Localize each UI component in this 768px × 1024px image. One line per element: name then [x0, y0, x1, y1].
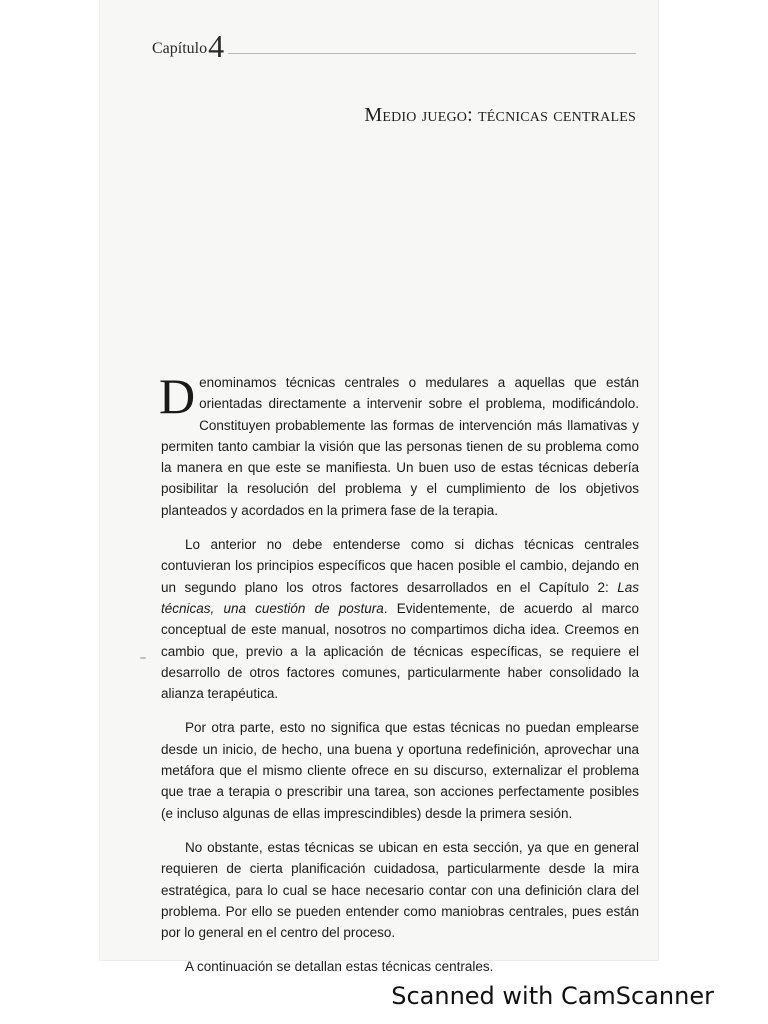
chapter-rule: [228, 53, 636, 54]
paragraph-1: [159, 368, 639, 521]
paragraph-2: [161, 534, 639, 704]
body-text: [159, 368, 639, 991]
paragraph-3: Por otra parte, esto no significa que estas técnicas no puedan emplearse desde un inicio, de hecho, una buena y oportuna redefinición, aprovechar una metáfora que el mismo cliente ofrece en su discurso, externalizar el problema que trae a terapia o prescribir una tarea, son acciones perfectamente posibles (e incluso algunas de ellas imprescindibles) desde la primera sesión.: [161, 720, 639, 821]
chapter-label: [152, 30, 224, 62]
paragraph-2-text-b: . Evidentemente, de acuerdo al marco conceptual de este manual, nosotros no compartimos dicha idea. Creemos en cambio que, previo a la aplicación de técnicas específicas, se requiere el desarrollo de otros factores comunes, particularmente haber consolidado la alianza terapéutica.: [161, 600, 639, 702]
chapter-reference: Las técnicas, una cuestión de postura: [161, 579, 639, 616]
paragraph-2-text-a: Lo anterior no debe entenderse como si dichas técnicas centrales contuvieran los principios específicos que hacen posible el cambio, dejando en un segundo plano los otros factores desarrollados en el Capítulo 2:: [161, 537, 639, 595]
chapter-title: Medio juego: técnicas centrales: [364, 104, 636, 126]
chapter-number: 4: [208, 28, 225, 64]
drop-cap: D: [159, 368, 196, 424]
camscanner-watermark: Scanned with CamScanner: [391, 982, 714, 1010]
scan-speck: [140, 657, 146, 659]
paragraph-4: No obstante, estas técnicas se ubican en esta sección, ya que en general requieren de cierta planificación cuidadosa, particularmente desde la mira estratégica, para lo cual se hace necesario contar con una definición clara del problema. Por ello se pueden entender como maniobras centrales, pues están por lo general en el centro del proceso.: [161, 839, 639, 941]
paragraph-5: A continuación se detallan estas técnicas centrales.: [185, 959, 494, 975]
chapter-word: Capítulo: [152, 40, 208, 57]
paragraph-1-text: enominamos técnicas centrales o medulares a aquellas que están orientadas directamente a intervenir sobre el problema, modificándolo. Constituyen probablemente las formas de intervención más llamativas y permiten tanto cambiar la visión que las personas tienen de su problema como la manera en que este se manifiesta. Un buen uso de estas técnicas debería posibilitar la resolución del problema y el cumplimiento de los objetivos planteados y acordados en la primera fase de la terapia.: [161, 375, 639, 518]
